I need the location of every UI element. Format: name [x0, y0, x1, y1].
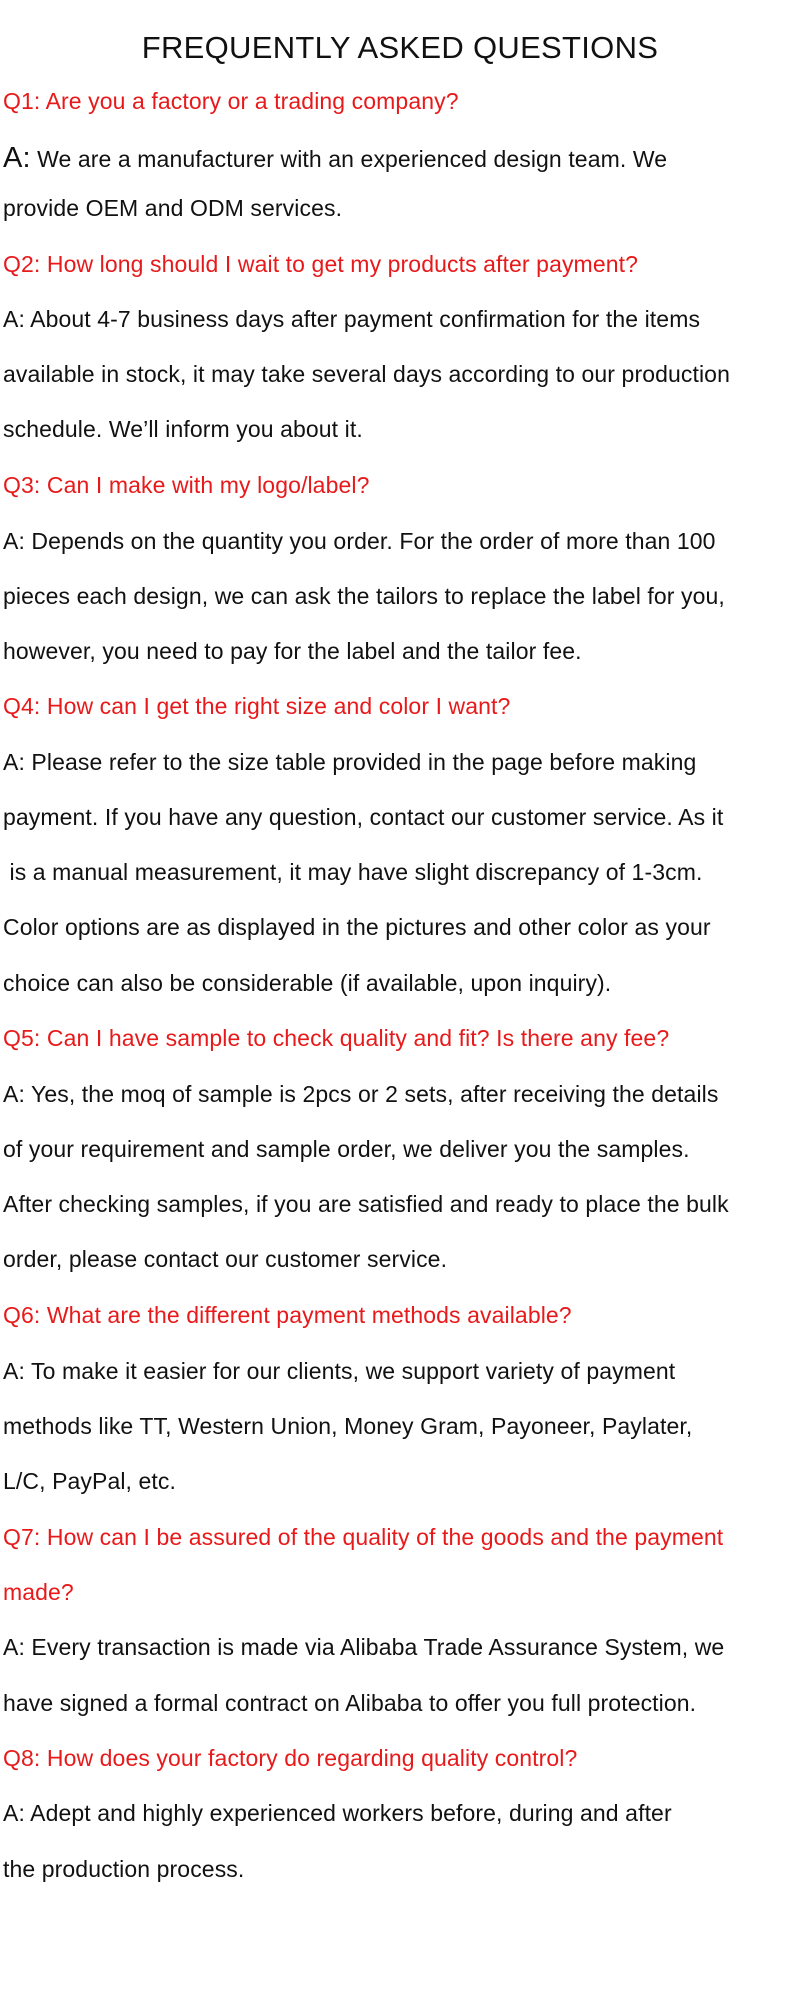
faq-answer-5-line-1: A: Yes, the moq of sample is 2pcs or 2 sets, after receiving the details: [3, 1081, 719, 1107]
faq-question-8: Q8: How does your factory do regarding quality control?: [3, 1745, 578, 1771]
faq-answer-8-line-2: the production process.: [3, 1856, 245, 1882]
faq-question-1: Q1: Are you a factory or a trading company?: [3, 88, 459, 114]
faq-answer-4-line-3: is a manual measurement, it may have slight discrepancy of 1-3cm.: [3, 859, 703, 885]
faq-answer-4-line-5: choice can also be considerable (if available, upon inquiry).: [3, 970, 612, 996]
faq-answer-7-line-2: have signed a formal contract on Alibaba to offer you full protection.: [3, 1690, 697, 1716]
faq-question-7-line-2: made?: [3, 1579, 74, 1605]
faq-question-5: Q5: Can I have sample to check quality and fit? Is there any fee?: [3, 1025, 670, 1051]
faq-answer-2-line-1: A: About 4-7 business days after payment confirmation for the items: [3, 306, 701, 332]
faq-answer-3-line-3: however, you need to pay for the label and the tailor fee.: [3, 638, 582, 664]
answer-text: We are a manufacturer with an experienced design team. We: [30, 146, 668, 172]
faq-answer-3-line-1: A: Depends on the quantity you order. For the order of more than 100: [3, 528, 716, 554]
faq-question-6: Q6: What are the different payment methods available?: [3, 1302, 572, 1328]
faq-answer-6-line-1: A: To make it easier for our clients, we support variety of payment: [3, 1358, 676, 1384]
faq-answer-2-line-3: schedule. We’ll inform you about it.: [3, 416, 363, 442]
faq-question-4: Q4: How can I get the right size and color I want?: [3, 693, 511, 719]
faq-answer-4-line-1: A: Please refer to the size table provided in the page before making: [3, 749, 697, 775]
faq-answer-4-line-4: Color options are as displayed in the pictures and other color as your: [3, 914, 711, 940]
faq-answer-3-line-2: pieces each design, we can ask the tailors to replace the label for you,: [3, 583, 725, 609]
faq-answer-4-line-2: payment. If you have any question, contact our customer service. As it: [3, 804, 724, 830]
faq-question-7-line-1: Q7: How can I be assured of the quality of the goods and the payment: [3, 1524, 724, 1550]
faq-answer-7-line-1: A: Every transaction is made via Alibaba Trade Assurance System, we: [3, 1634, 725, 1660]
faq-question-2: Q2: How long should I wait to get my products after payment?: [3, 251, 638, 277]
faq-answer-1-line-2: provide OEM and ODM services.: [3, 195, 343, 221]
faq-answer-5-line-2: of your requirement and sample order, we deliver you the samples.: [3, 1136, 690, 1162]
faq-answer-5-line-3: After checking samples, if you are satisfied and ready to place the bulk: [3, 1191, 729, 1217]
faq-answer-6-line-3: L/C, PayPal, etc.: [3, 1468, 176, 1494]
faq-answer-1-line-1: [3, 143, 667, 174]
answer-prefix: A:: [3, 142, 31, 174]
faq-answer-5-line-4: order, please contact our customer service.: [3, 1246, 448, 1272]
faq-answer-8-line-1: A: Adept and highly experienced workers before, during and after: [3, 1800, 672, 1826]
page-title: FREQUENTLY ASKED QUESTIONS: [141, 30, 659, 65]
faq-question-3: Q3: Can I make with my logo/label?: [3, 472, 370, 498]
faq-answer-6-line-2: methods like TT, Western Union, Money Gram, Payoneer, Paylater,: [3, 1413, 693, 1439]
faq-answer-2-line-2: available in stock, it may take several days according to our production: [3, 361, 730, 387]
